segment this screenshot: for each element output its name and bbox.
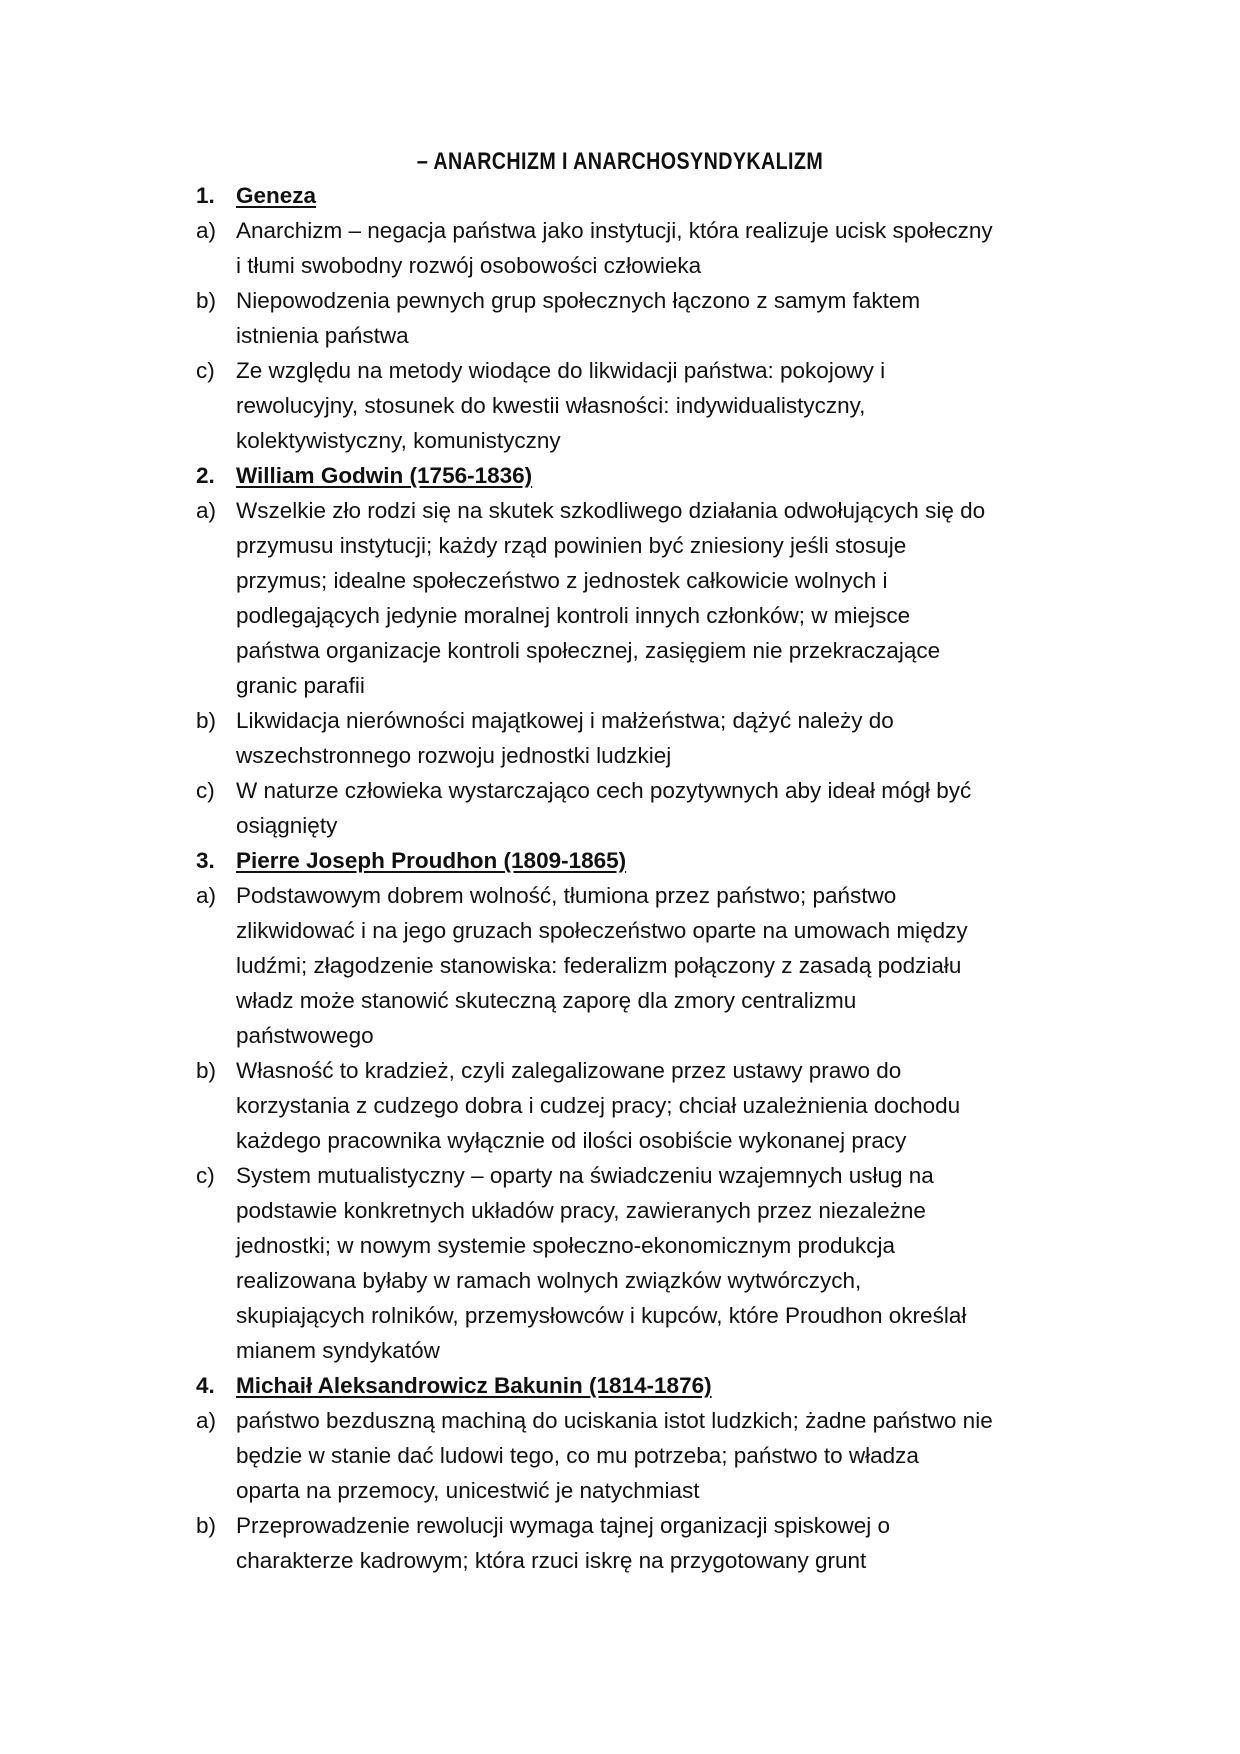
- list-item: [196, 1053, 1026, 1158]
- list-item-line: [196, 1228, 1026, 1263]
- list-item-line: [196, 388, 1026, 423]
- list-item-marker: b): [196, 288, 217, 313]
- list-item-line: [196, 353, 1026, 388]
- section: [196, 458, 1026, 843]
- list-item-line: [196, 563, 1026, 598]
- document-title: – ANARCHIZM I ANARCHOSYNDYKALIZM: [416, 148, 824, 175]
- list-item-text: Anarchizm – negacja państwa jako instytucji, która realizuje ucisk społeczny: [236, 218, 993, 243]
- list-item: [196, 1158, 1026, 1368]
- list-item: [196, 1508, 1026, 1578]
- list-item: [196, 773, 1026, 843]
- list-item-text: państwowego: [236, 1023, 374, 1048]
- list-item-line: [196, 1018, 1026, 1053]
- list-item-line: [196, 983, 1026, 1018]
- list-item-text: państwo bezduszną machiną do uciskania istot ludzkich; żadne państwo nie: [236, 1408, 993, 1433]
- list-item-text: Własność to kradzież, czyli zalegalizowane przez ustawy prawo do: [236, 1058, 902, 1083]
- list-item-text: istnienia państwa: [236, 323, 409, 348]
- list-item-line: [196, 1053, 1026, 1088]
- list-item-marker: c): [196, 358, 215, 383]
- list-item: [196, 878, 1026, 1053]
- list-item-line: [196, 1543, 1026, 1578]
- list-item-text: przymusu instytucji; każdy rząd powinien być zniesiony jeśli stosuje: [236, 533, 907, 558]
- section-heading: [196, 1368, 1026, 1403]
- list-item-text: podstawie konkretnych układów pracy, zawieranych przez niezależne: [236, 1198, 926, 1223]
- section: [196, 178, 1026, 458]
- list-item: [196, 1403, 1026, 1508]
- list-item-text: kolektywistyczny, komunistyczny: [236, 428, 561, 453]
- list-item-text: i tłumi swobodny rozwój osobowości człowieka: [236, 253, 702, 278]
- list-item-text: skupiających rolników, przemysłowców i kupców, które Proudhon określał: [236, 1303, 967, 1328]
- section-heading-text: William Godwin (1756-1836): [236, 463, 533, 488]
- list-item-marker: [196, 633, 236, 668]
- list-item: [196, 703, 1026, 773]
- list-item-text: Ze względu na metody wiodące do likwidacji państwa: pokojowy i: [236, 358, 886, 383]
- list-item-marker: [196, 1228, 236, 1263]
- list-item-marker: [196, 318, 236, 353]
- list-item-line: [196, 283, 1026, 318]
- list-item-marker: [196, 1193, 236, 1228]
- list-item-line: [196, 738, 1026, 773]
- list-item-marker: [196, 1123, 236, 1158]
- list-item-marker: [196, 1018, 236, 1053]
- list-item-line: [196, 1473, 1026, 1508]
- section: [196, 843, 1026, 1368]
- list-item-marker: [196, 1333, 236, 1368]
- section-heading: [196, 843, 1026, 878]
- list-item-text: System mutualistyczny – oparty na świadczeniu wzajemnych usług na: [236, 1163, 934, 1188]
- list-item-marker: [196, 598, 236, 633]
- list-item-line: [196, 528, 1026, 563]
- list-item-marker: [196, 1473, 236, 1508]
- list-item-marker: c): [196, 1163, 215, 1188]
- list-item-marker: b): [196, 1513, 217, 1538]
- list-item-line: [196, 668, 1026, 703]
- section-heading-text: Geneza: [236, 183, 317, 208]
- list-item-line: [196, 1438, 1026, 1473]
- section: [196, 1368, 1026, 1578]
- list-item-marker: [196, 808, 236, 843]
- list-item-text: osiągnięty: [236, 813, 338, 838]
- list-item: [196, 493, 1026, 703]
- section-number: 1.: [196, 183, 215, 208]
- list-item-marker: [196, 983, 236, 1018]
- list-item-text: Podstawowym dobrem wolność, tłumiona przez państwo; państwo: [236, 883, 897, 908]
- list-item-marker: c): [196, 778, 215, 803]
- list-item-line: [196, 948, 1026, 983]
- list-item-marker: [196, 738, 236, 773]
- list-item-line: [196, 248, 1026, 283]
- section-number: 2.: [196, 463, 215, 488]
- list-item-line: [196, 598, 1026, 633]
- list-item-marker: [196, 1543, 236, 1578]
- list-item-text: Przeprowadzenie rewolucji wymaga tajnej organizacji spiskowej o: [236, 1513, 891, 1538]
- document-body: [196, 178, 1026, 1578]
- list-item-text: Niepowodzenia pewnych grup społecznych łączono z samym faktem: [236, 288, 921, 313]
- list-item-marker: [196, 423, 236, 458]
- list-item-text: granic parafii: [236, 673, 365, 698]
- list-item: [196, 353, 1026, 458]
- section-heading-text: Michaił Aleksandrowicz Bakunin (1814-1876): [236, 1373, 712, 1398]
- list-item-marker: b): [196, 708, 217, 733]
- list-item-line: [196, 1403, 1026, 1438]
- list-item-text: realizowana byłaby w ramach wolnych związków wytwórczych,: [236, 1268, 862, 1293]
- list-item-marker: [196, 563, 236, 598]
- list-item-text: Likwidacja nierówności majątkowej i małżeństwa; dążyć należy do: [236, 708, 894, 733]
- list-item-text: jednostki; w nowym systemie społeczno-ekonomicznym produkcja: [236, 1233, 896, 1258]
- list-item-text: korzystania z cudzego dobra i cudzej pracy; chciał uzależnienia dochodu: [236, 1093, 961, 1118]
- list-item-text: każdego pracownika wyłącznie od ilości osobiście wykonanej pracy: [236, 1128, 907, 1153]
- list-item-line: [196, 913, 1026, 948]
- list-item-marker: [196, 248, 236, 283]
- list-item-text: Wszelkie zło rodzi się na skutek szkodliwego działania odwołujących się do: [236, 498, 986, 523]
- list-item-text: będzie w stanie dać ludowi tego, co mu potrzeba; państwo to władza: [236, 1443, 919, 1468]
- list-item-text: charakterze kadrowym; która rzuci iskrę na przygotowany grunt: [236, 1548, 867, 1573]
- list-item-text: ludźmi; złagodzenie stanowiska: federalizm połączony z zasadą podziału: [236, 953, 962, 978]
- list-item-marker: [196, 1438, 236, 1473]
- list-item-marker: [196, 528, 236, 563]
- list-item-line: [196, 423, 1026, 458]
- list-item-line: [196, 493, 1026, 528]
- list-item-text: wszechstronnego rozwoju jednostki ludzkiej: [236, 743, 672, 768]
- list-item-line: [196, 773, 1026, 808]
- list-item-text: zlikwidować i na jego gruzach społeczeństwo oparte na umowach między: [236, 918, 968, 943]
- list-item-line: [196, 1263, 1026, 1298]
- list-item-text: W naturze człowieka wystarczająco cech pozytywnych aby ideał mógł być: [236, 778, 972, 803]
- list-item-line: [196, 878, 1026, 913]
- list-item-line: [196, 1508, 1026, 1543]
- list-item-marker: [196, 388, 236, 423]
- section-heading: [196, 458, 1026, 493]
- list-item-text: oparta na przemocy, unicestwić je natychmiast: [236, 1478, 700, 1503]
- section-heading: [196, 178, 1026, 213]
- list-item-line: [196, 318, 1026, 353]
- list-item-line: [196, 1123, 1026, 1158]
- list-item-line: [196, 1193, 1026, 1228]
- list-item-line: [196, 808, 1026, 843]
- list-item-line: [196, 1158, 1026, 1193]
- section-number: 3.: [196, 848, 215, 873]
- list-item: [196, 213, 1026, 283]
- list-item-marker: [196, 1088, 236, 1123]
- list-item-marker: b): [196, 1058, 217, 1083]
- list-item-marker: [196, 1298, 236, 1333]
- list-item-line: [196, 213, 1026, 248]
- list-item-marker: a): [196, 498, 217, 523]
- list-item-marker: [196, 948, 236, 983]
- list-item-marker: [196, 913, 236, 948]
- list-item-marker: a): [196, 883, 217, 908]
- list-item-text: przymus; idealne społeczeństwo z jednostek całkowicie wolnych i: [236, 568, 888, 593]
- list-item-marker: a): [196, 218, 217, 243]
- list-item-text: rewolucyjny, stosunek do kwestii własności: indywidualistyczny,: [236, 393, 866, 418]
- section-heading-text: Pierre Joseph Proudhon (1809-1865): [236, 848, 627, 873]
- section-number: 4.: [196, 1373, 215, 1398]
- list-item-marker: a): [196, 1408, 217, 1433]
- list-item-line: [196, 1333, 1026, 1368]
- list-item: [196, 283, 1026, 353]
- list-item-line: [196, 703, 1026, 738]
- list-item-text: mianem syndykatów: [236, 1338, 440, 1363]
- list-item-marker: [196, 668, 236, 703]
- list-item-marker: [196, 1263, 236, 1298]
- list-item-line: [196, 1298, 1026, 1333]
- list-item-line: [196, 633, 1026, 668]
- list-item-text: państwa organizacje kontroli społecznej, zasięgiem nie przekraczające: [236, 638, 941, 663]
- list-item-text: podlegających jedynie moralnej kontroli innych członków; w miejsce: [236, 603, 911, 628]
- list-item-text: władz może stanowić skuteczną zaporę dla zmory centralizmu: [236, 988, 857, 1013]
- list-item-line: [196, 1088, 1026, 1123]
